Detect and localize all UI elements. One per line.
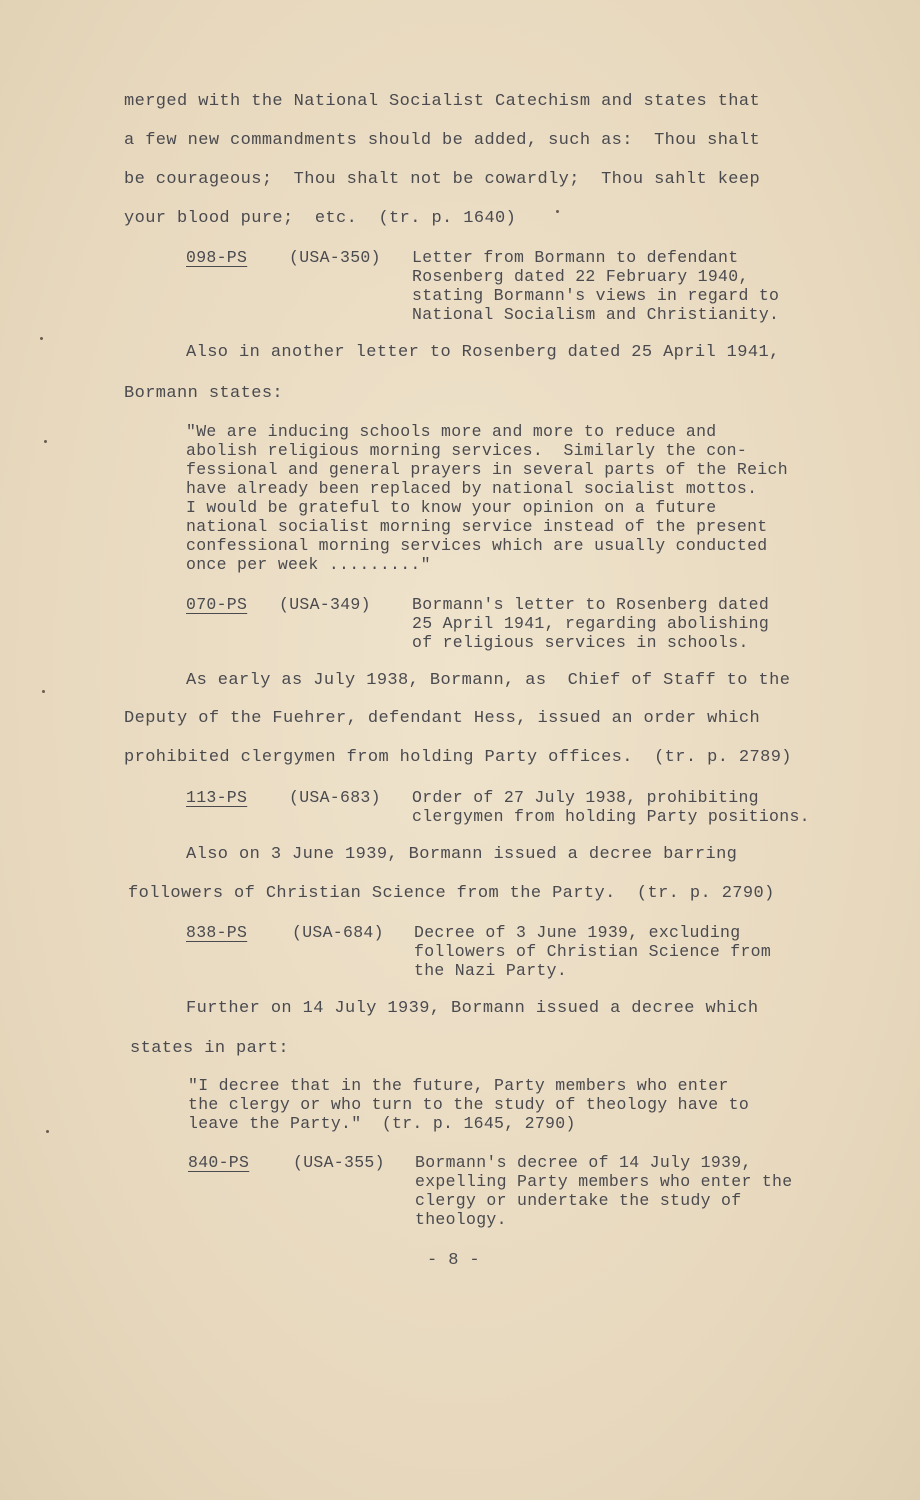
exhibit-number: (USA-349) [279, 595, 371, 614]
exhibit-number: (USA-683) [289, 788, 381, 807]
document-id: 070-PS [186, 595, 248, 614]
exhibit-description: Bormann's decree of 14 July 1939, expelling Party members who enter the clergy or undertake the study of theology. [415, 1153, 793, 1229]
block-quote: "I decree that in the future, Party members who enter the clergy or who turn to the study of theology have to leave the Party." (tr. p. 1645, 2790) [188, 1076, 750, 1133]
exhibit-reference [188, 1153, 868, 1233]
exhibit-description: Decree of 3 June 1939, excluding followers of Christian Science from the Nazi Party. [414, 923, 772, 980]
paper-speck [44, 440, 47, 443]
body-line: followers of Christian Science from the Party. (tr. p. 2790) [128, 884, 775, 903]
paper-speck [40, 337, 43, 340]
exhibit-reference [186, 248, 866, 328]
body-line: be courageous; Thou shalt not be cowardly; Thou sahlt keep [124, 170, 761, 189]
exhibit-description: Letter from Bormann to defendant Rosenberg dated 22 February 1940, stating Bormann's views in regard to National Socialism and Christianity. [412, 248, 780, 324]
document-id: 098-PS [186, 248, 248, 267]
body-line: As early as July 1938, Bormann, as Chief of Staff to the [186, 671, 791, 690]
paper-speck [46, 1130, 49, 1133]
page-number: - 8 - [427, 1251, 481, 1270]
body-line: Bormann states: [124, 384, 284, 403]
block-quote: "We are inducing schools more and more to reduce and abolish religious morning services. Similarly the con- fessional and general prayers in several parts of the Reich have already been replaced by national socialist mottos. I would be grateful to know your opinion on a future national socialist morning service instead of the present confessional morning services which are usually conducted once per week ........." [186, 422, 788, 574]
exhibit-description: Order of 27 July 1938, prohibiting clergymen from holding Party positions. [412, 788, 810, 826]
exhibit-number: (USA-355) [293, 1153, 385, 1172]
exhibit-number: (USA-684) [292, 923, 384, 942]
exhibit-number: (USA-350) [289, 248, 381, 267]
body-line: your blood pure; etc. (tr. p. 1640) [124, 209, 517, 228]
body-line: Also in another letter to Rosenberg dated 25 April 1941, [186, 343, 780, 362]
body-line: a few new commandments should be added, such as: Thou shalt [124, 131, 761, 150]
exhibit-reference [186, 923, 866, 983]
exhibit-description: Bormann's letter to Rosenberg dated 25 April 1941, regarding abolishing of religious services in schools. [412, 595, 770, 652]
body-line: merged with the National Socialist Catechism and states that [124, 92, 761, 111]
document-id: 113-PS [186, 788, 248, 807]
body-line: states in part: [130, 1039, 290, 1058]
exhibit-reference [186, 595, 866, 655]
exhibit-reference [186, 788, 876, 830]
body-line: Deputy of the Fuehrer, defendant Hess, issued an order which [124, 709, 761, 728]
document-id: 840-PS [188, 1153, 250, 1172]
paper-speck [556, 210, 559, 213]
body-line: Also on 3 June 1939, Bormann issued a decree barring [186, 845, 738, 864]
paper-speck [42, 690, 45, 693]
document-id: 838-PS [186, 923, 248, 942]
body-line: prohibited clergymen from holding Party offices. (tr. p. 2789) [124, 748, 792, 767]
body-line: Further on 14 July 1939, Bormann issued a decree which [186, 999, 759, 1018]
